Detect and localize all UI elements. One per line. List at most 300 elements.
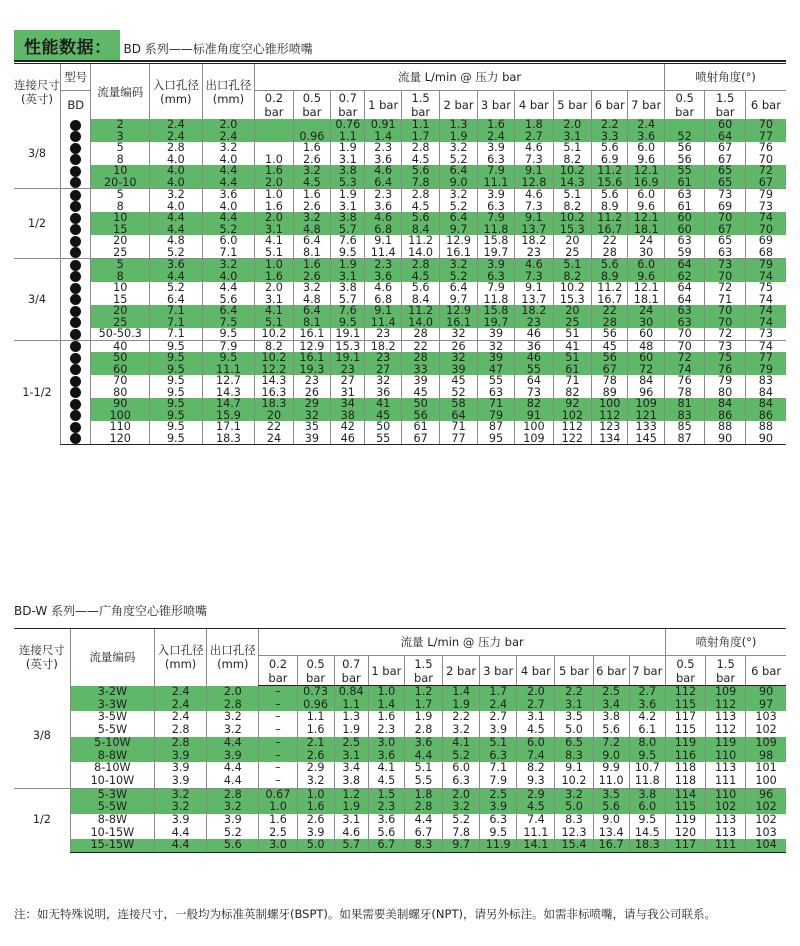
table-cell: 9.5 <box>331 317 365 329</box>
table-cell: 2.0 <box>202 119 255 131</box>
table-cell: 69 <box>705 201 745 213</box>
table-cell: 3.2 <box>202 259 255 271</box>
table-cell: 14.3 <box>553 177 591 189</box>
table-cell: 3.9 <box>477 259 514 271</box>
table-cell: 11.2 <box>592 212 628 224</box>
table-cell: 2.4 <box>155 699 207 712</box>
angle-pressure-header: 1.5 bar <box>706 656 746 686</box>
table-cell: 60 <box>628 328 664 340</box>
table-cell: 52 <box>440 387 477 399</box>
table-cell: 0.67 <box>259 788 297 801</box>
table-cell: 5.2 <box>443 814 480 827</box>
bd-performance-table <box>14 63 786 445</box>
table-row <box>14 737 786 750</box>
table-cell: 103 <box>746 711 786 724</box>
table-cell: 71 <box>553 375 591 387</box>
table-cell: 11.0 <box>593 775 629 788</box>
pressure-header: 2 bar <box>443 656 480 686</box>
table-cell: 15.8 <box>477 305 514 317</box>
table-cell: 24 <box>628 235 664 247</box>
table-cell: 4.6 <box>365 282 401 294</box>
table-cell: 1.9 <box>331 189 365 201</box>
footnote: 注：如无特殊说明，连接尺寸，一般均为标准英制螺牙(BSPT)。如果需要美制螺牙(NPT)，请另外标注。如需非标喷嘴，请与我公司联系。 <box>14 907 716 921</box>
pressure-header: 4 bar <box>517 656 555 686</box>
table-cell: 9.1 <box>515 212 553 224</box>
table-cell: 15.6 <box>592 177 628 189</box>
table-cell: 4.1 <box>255 305 293 317</box>
table-cell: 6.9 <box>592 154 628 166</box>
table-cell: 4.8 <box>293 224 330 236</box>
table-cell: 1.9 <box>443 699 480 712</box>
table-cell: 2.4 <box>477 131 514 143</box>
table-cell: 9.6 <box>628 201 664 213</box>
angle-pressure-header: 1.5 bar <box>705 91 745 120</box>
table-cell: 8.1 <box>293 317 330 329</box>
table-cell: 1.9 <box>334 724 368 737</box>
table-cell: 70 <box>705 271 745 283</box>
table-cell: 3-3W <box>70 699 154 712</box>
table-cell: 4.8 <box>150 235 203 247</box>
table-cell: 12.9 <box>293 340 330 352</box>
table-cell: 8 <box>91 271 150 283</box>
pressure-header: 0.2 bar <box>255 91 293 120</box>
filled-circle-icon <box>70 201 81 212</box>
table-cell: 87 <box>664 433 704 445</box>
table-cell: 8.2 <box>553 154 591 166</box>
table-cell: 1.2 <box>404 686 442 699</box>
table-cell: 4.5 <box>368 775 404 788</box>
table-cell: 8.2 <box>553 271 591 283</box>
table-cell: 6.0 <box>517 737 555 750</box>
table-cell: 5.2 <box>150 282 203 294</box>
table-cell: 55 <box>365 433 401 445</box>
table-cell: 6.4 <box>293 235 330 247</box>
table-cell: 9.5 <box>202 352 255 364</box>
table-cell: 11.8 <box>629 775 665 788</box>
table-cell: 2.2 <box>555 686 593 699</box>
pressure-header: 7 bar <box>629 656 665 686</box>
table-cell: 16.1 <box>293 352 330 364</box>
table-cell: 3.6 <box>628 131 664 143</box>
table-cell: 1.6 <box>477 119 514 131</box>
table-cell: 67 <box>592 364 628 376</box>
table-cell: 18.3 <box>255 398 293 410</box>
table-cell: 3.6 <box>202 189 255 201</box>
table-cell: 56 <box>664 142 704 154</box>
filled-circle-icon <box>70 190 81 201</box>
table-cell: 64 <box>440 410 477 422</box>
table-cell: 85 <box>664 421 704 433</box>
table-cell: 0.96 <box>297 699 334 712</box>
table-cell: 71 <box>477 398 514 410</box>
table-cell: 33 <box>401 364 439 376</box>
table-cell: 67 <box>705 142 745 154</box>
table-cell: 1.7 <box>404 699 442 712</box>
table-cell: 20 <box>91 305 150 317</box>
table-cell: 1.1 <box>401 119 439 131</box>
table-cell: 40 <box>91 340 150 352</box>
table-cell: 1.1 <box>297 711 334 724</box>
table-cell: 1.6 <box>297 801 334 814</box>
model-dot <box>61 177 91 189</box>
table-cell: 4.1 <box>255 235 293 247</box>
table-cell: 5.1 <box>480 737 517 750</box>
model-dot <box>61 142 91 154</box>
table-cell: 10.2 <box>553 165 591 177</box>
table-cell: 3.2 <box>207 711 259 724</box>
model-dot <box>61 328 91 340</box>
table-cell: 102 <box>706 801 746 814</box>
table-cell: 79 <box>705 375 745 387</box>
filled-circle-icon <box>70 410 81 421</box>
table-cell: 5.1 <box>553 142 591 154</box>
table-row <box>14 154 786 166</box>
table-cell: 16.7 <box>592 224 628 236</box>
table-cell: 9.1 <box>365 305 401 317</box>
table-cell: 70 <box>705 305 745 317</box>
table-cell: 9.5 <box>150 364 203 376</box>
table-cell: 16.1 <box>440 247 477 259</box>
table-cell: 5.6 <box>593 724 629 737</box>
col-spray-angle: 喷射角度(°) <box>664 64 786 91</box>
table-row <box>14 189 786 201</box>
table-cell: 64 <box>515 375 553 387</box>
table-cell: 112 <box>553 421 591 433</box>
table-cell: 5.7 <box>334 839 368 852</box>
table-cell: 1.9 <box>331 259 365 271</box>
table-cell: 1.0 <box>255 189 293 201</box>
model-dot <box>61 201 91 213</box>
table-cell: 84 <box>745 387 786 399</box>
model-dot <box>61 165 91 177</box>
table-cell: 2.1 <box>297 737 334 750</box>
table-cell: 111 <box>706 839 746 852</box>
table-cell: 75 <box>705 352 745 364</box>
pressure-header: 5 bar <box>555 656 593 686</box>
table-cell: 32 <box>365 375 401 387</box>
table-cell: 2.4 <box>480 699 517 712</box>
table-cell: 65 <box>705 235 745 247</box>
table-cell: 90 <box>705 433 745 445</box>
table-cell: 79 <box>477 410 514 422</box>
table-cell: 113 <box>706 814 746 827</box>
table-cell: 73 <box>515 387 553 399</box>
pressure-header: 1 bar <box>368 656 404 686</box>
table-cell: 72 <box>705 328 745 340</box>
table-cell: 7.1 <box>150 328 203 340</box>
table-cell: 9.5 <box>150 352 203 364</box>
table-cell: 15.3 <box>553 224 591 236</box>
table-cell: 100 <box>515 421 553 433</box>
table-cell: 7.3 <box>515 154 553 166</box>
table-cell: 3.9 <box>480 801 517 814</box>
table-cell: 22 <box>255 421 293 433</box>
table-cell: 3.9 <box>155 775 207 788</box>
table-cell: 9.5 <box>150 340 203 352</box>
table-cell: 3.1 <box>331 201 365 213</box>
table-cell: 79 <box>745 189 786 201</box>
table-cell: 9.1 <box>555 762 593 775</box>
table-cell: 4.4 <box>150 271 203 283</box>
table-cell: 9.5 <box>150 410 203 422</box>
table-cell: 11.1 <box>517 827 555 840</box>
table-cell: 72 <box>705 282 745 294</box>
table-cell: 2.9 <box>517 788 555 801</box>
table-cell: 8.4 <box>401 224 439 236</box>
header-rule <box>14 60 786 62</box>
filled-circle-icon <box>70 387 81 398</box>
model-dot <box>61 375 91 387</box>
table-cell: 110 <box>91 421 150 433</box>
table-cell: 8.9 <box>592 201 628 213</box>
table-cell: 2.4 <box>155 686 207 699</box>
table-cell: 2.4 <box>202 131 255 143</box>
table-cell: 1.4 <box>365 131 401 143</box>
table-cell: 9.1 <box>515 282 553 294</box>
table-cell: 2.0 <box>255 282 293 294</box>
table-cell: 100 <box>592 398 628 410</box>
table-cell: 5.2 <box>443 750 480 763</box>
table-cell: 9.9 <box>593 762 629 775</box>
table-cell: 73 <box>705 259 745 271</box>
table-cell: 36 <box>365 387 401 399</box>
pressure-header: 3 bar <box>480 656 517 686</box>
table-cell: 80 <box>91 387 150 399</box>
table-cell: 3.9 <box>480 724 517 737</box>
table-cell: 46 <box>515 328 553 340</box>
table-cell: 4.6 <box>334 827 368 840</box>
table-cell: 112 <box>592 410 628 422</box>
table-row <box>14 247 786 259</box>
table-cell: 11.1 <box>202 364 255 376</box>
table-cell: 6.4 <box>440 212 477 224</box>
table-cell: 6.0 <box>443 762 480 775</box>
pressure-header: 7 bar <box>628 91 664 120</box>
table-row <box>14 317 786 329</box>
table-cell: 8-8W <box>70 750 154 763</box>
table-cell: 20 <box>255 410 293 422</box>
table-cell: 1.9 <box>440 131 477 143</box>
table-cell: 22 <box>592 235 628 247</box>
table-cell: 5.2 <box>207 827 259 840</box>
table-cell: 4.5 <box>401 271 439 283</box>
table-cell: 50-50.3 <box>91 328 150 340</box>
table-cell: 0.76 <box>331 119 365 131</box>
table-cell: 5.6 <box>368 827 404 840</box>
table-cell: 5.2 <box>202 224 255 236</box>
table-cell: 115 <box>665 801 705 814</box>
table-cell: 88 <box>705 421 745 433</box>
model-dot <box>61 294 91 306</box>
table-cell: 2.7 <box>517 699 555 712</box>
table-cell: 4.4 <box>150 212 203 224</box>
table-cell: 2.0 <box>553 119 591 131</box>
table-cell: 110 <box>706 788 746 801</box>
angle-pressure-header: 6 bar <box>745 91 786 120</box>
table-cell: 7.1 <box>150 305 203 317</box>
table-cell: 18.1 <box>628 224 664 236</box>
table-row <box>14 750 786 763</box>
table-cell: 3.1 <box>517 711 555 724</box>
table-cell: 3.1 <box>555 699 593 712</box>
table-cell: 65 <box>705 177 745 189</box>
table-cell: 3.6 <box>368 814 404 827</box>
table-cell: 5.6 <box>401 282 439 294</box>
table-cell: 3.9 <box>477 142 514 154</box>
table-cell: 3.8 <box>629 788 665 801</box>
table-cell: 5.6 <box>202 294 255 306</box>
table-cell: 3.6 <box>368 750 404 763</box>
table-cell: 2.4 <box>628 119 664 131</box>
table-cell: 8.2 <box>255 340 293 352</box>
table-cell: 5-5W <box>70 724 154 737</box>
table-cell: 82 <box>553 387 591 399</box>
filled-circle-icon <box>70 260 81 271</box>
table-cell: 7.9 <box>202 340 255 352</box>
table-cell: 74 <box>745 305 786 317</box>
table-cell: 3.2 <box>207 724 259 737</box>
model-dot <box>61 131 91 143</box>
table-cell: 63 <box>664 189 704 201</box>
table-cell: 3.8 <box>331 282 365 294</box>
pressure-header: 0.2 bar <box>259 656 297 686</box>
pressure-header: 0.5 bar <box>297 656 334 686</box>
table-cell: 4.4 <box>202 177 255 189</box>
model-dot <box>61 340 91 352</box>
table-cell: 3.2 <box>293 282 330 294</box>
table-cell: 6.7 <box>404 827 442 840</box>
filled-circle-icon <box>70 283 81 294</box>
table-cell: 3.2 <box>155 788 207 801</box>
table-cell: 6.1 <box>629 724 665 737</box>
table-cell: 1.1 <box>331 131 365 143</box>
table-cell: 18.2 <box>365 340 401 352</box>
table-cell: 8.3 <box>555 814 593 827</box>
table-row <box>14 788 786 801</box>
table-row <box>14 340 786 352</box>
table-cell: 65 <box>705 165 745 177</box>
table-cell: 23 <box>515 247 553 259</box>
table-cell: 119 <box>665 814 705 827</box>
filled-circle-icon <box>70 376 81 387</box>
table-cell: 15-15W <box>70 839 154 852</box>
table-cell: 13.7 <box>515 224 553 236</box>
table-cell: 12.8 <box>515 177 553 189</box>
table-cell: 6.3 <box>443 775 480 788</box>
table-cell: 2.8 <box>207 788 259 801</box>
table-cell: 19.3 <box>293 364 330 376</box>
table-row <box>14 699 786 712</box>
table-cell: 4.8 <box>293 294 330 306</box>
table-cell: 1.6 <box>255 165 293 177</box>
table-row <box>14 328 786 340</box>
table-cell: 32 <box>440 352 477 364</box>
table-cell: 2.6 <box>293 271 330 283</box>
table-cell: 2.8 <box>150 142 203 154</box>
table-cell: 74 <box>745 294 786 306</box>
table-cell: 15.4 <box>555 839 593 852</box>
table-cell: 3.2 <box>207 801 259 814</box>
table-cell: 5 <box>91 259 150 271</box>
table-cell: 51 <box>553 328 591 340</box>
table-cell: 73 <box>705 340 745 352</box>
table-cell: 25 <box>91 317 150 329</box>
table-cell: 7.1 <box>480 762 517 775</box>
table-cell: 3.2 <box>440 189 477 201</box>
table-cell: 9.6 <box>628 154 664 166</box>
table-cell: 91 <box>515 410 553 422</box>
table-cell: 6.4 <box>440 282 477 294</box>
table-cell: 9.1 <box>365 235 401 247</box>
table-row <box>14 201 786 213</box>
table-row <box>14 375 786 387</box>
table-cell: 100 <box>91 410 150 422</box>
table-cell: 10.2 <box>255 328 293 340</box>
table-cell: 5.7 <box>331 224 365 236</box>
table-cell: 11.1 <box>477 177 514 189</box>
series-title-bd: BD 系列——标准角度空心锥形喷嘴 <box>123 42 313 56</box>
model-dot <box>61 387 91 399</box>
table-cell: 15.3 <box>553 294 591 306</box>
table-cell: 2.4 <box>150 131 203 143</box>
table-cell: 112 <box>706 724 746 737</box>
table-cell: 10.2 <box>255 352 293 364</box>
table-cell: 3.9 <box>155 762 207 775</box>
table-cell: 119 <box>706 737 746 750</box>
filled-circle-icon <box>70 131 81 142</box>
filled-circle-icon <box>70 247 81 258</box>
table-cell: 2.8 <box>155 724 207 737</box>
table-cell: 133 <box>628 421 664 433</box>
table-cell: 1.6 <box>293 259 330 271</box>
table-cell: 23 <box>515 317 553 329</box>
table-row <box>14 711 786 724</box>
table-cell: 4.4 <box>155 839 207 852</box>
table-cell <box>255 131 293 143</box>
pressure-header: 0.7 bar <box>331 91 365 120</box>
table-cell: 69 <box>745 235 786 247</box>
table-row <box>14 305 786 317</box>
model-dot <box>61 271 91 283</box>
table-cell: 28 <box>592 247 628 259</box>
table-cell: 115 <box>665 724 705 737</box>
table-cell: 8 <box>91 201 150 213</box>
table-cell: 2.5 <box>259 827 297 840</box>
table-cell: 7.3 <box>515 271 553 283</box>
table-cell: 9.1 <box>515 165 553 177</box>
table-cell: 64 <box>664 259 704 271</box>
table-cell: 2.0 <box>255 212 293 224</box>
table-cell: 4.4 <box>207 775 259 788</box>
table-cell: 76 <box>745 142 786 154</box>
section-title: 性能数据： <box>14 30 120 60</box>
table-cell: 6.8 <box>365 224 401 236</box>
table-cell: 61 <box>664 201 704 213</box>
table-cell: 3.2 <box>443 801 480 814</box>
table-cell: 15.8 <box>477 235 514 247</box>
table-cell: 101 <box>746 762 786 775</box>
table-cell: 3.2 <box>443 724 480 737</box>
table-cell: 68 <box>745 247 786 259</box>
table-cell: 4.5 <box>401 201 439 213</box>
table-cell: 3.6 <box>629 699 665 712</box>
table-cell: 1.0 <box>368 686 404 699</box>
table-cell: 3.1 <box>334 750 368 763</box>
table-cell: 96 <box>628 387 664 399</box>
table-row <box>14 212 786 224</box>
table-cell: 59 <box>664 247 704 259</box>
table-cell: 110 <box>706 750 746 763</box>
